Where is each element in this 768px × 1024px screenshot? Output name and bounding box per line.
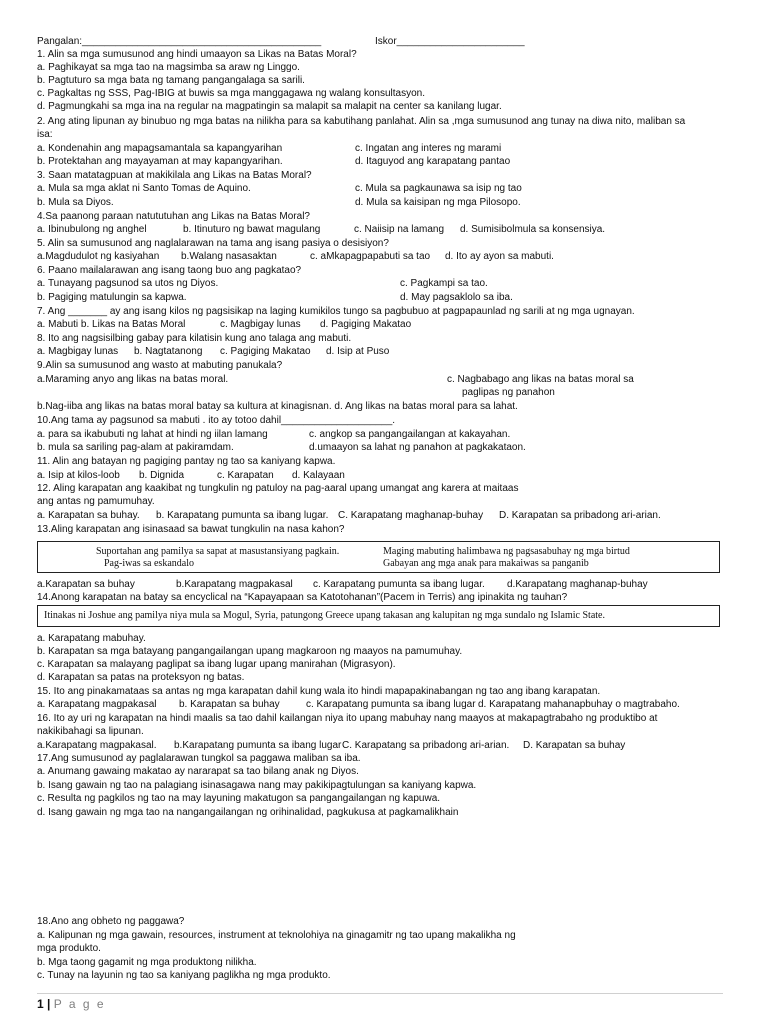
q6-choice-c: c. Pagkampi sa tao. <box>400 278 488 289</box>
q5-choice-d: d. Ito ay ayon sa mabuti. <box>445 251 554 262</box>
q3-choice-b: b. Mula sa Diyos. <box>37 197 114 208</box>
question-10: 10.Ang tama ay pagsunod sa mabuti . ito ay totoo dahil____________________. <box>37 415 396 426</box>
question-5: 5. Alin sa sumusunod ang naglalarawan na tama ang isang pasiya o desisiyon? <box>37 238 389 249</box>
q7-choice-d: d. Pagiging Makatao <box>320 319 412 330</box>
q5-choice-a: a.Magdudulot ng kasiyahan <box>37 251 160 262</box>
q18-choice-b: b. Mga taong gagamit ng mga produktong nilikha. <box>37 957 257 968</box>
q16-choice-c: C. Karapatang sa pribadong ari-arian. <box>342 740 510 751</box>
q13-choice-b: b.Karapatang magpakasal <box>176 579 293 590</box>
question-3: 3. Saan matatagpuan at makikilala ang Likas na Batas Moral? <box>37 170 312 181</box>
q15-choice-d: d. Karapatang mahanapbuhay o magtrabaho. <box>478 699 680 710</box>
q17-choice-d: d. Isang gawain ng mga tao na nangangailangan ng orihinalidad, pagkukusa at pagkamalikhain <box>37 807 459 818</box>
q2-choice-d: d. Itaguyod ang karapatang pantao <box>355 156 511 167</box>
q2-choice-b: b. Protektahan ang mayayaman at may kapangyarihan. <box>37 156 283 167</box>
q6-choice-a: a. Tunayang pagsunod sa utos ng Diyos. <box>37 278 219 289</box>
q10-choice-a: a. para sa ikabubuti ng lahat at hindi ng iilan lamang <box>37 429 268 440</box>
score-label: Iskor_______________________ <box>375 36 525 47</box>
q13-choice-c: c. Karapatang pumunta sa ibang lugar. <box>313 579 485 590</box>
q15-choice-a: a. Karapatang magpakasal <box>37 699 157 710</box>
question-2-cont: isa: <box>37 129 53 140</box>
q10-choice-b: b. mula sa sariling pag-alam at pakiramdam. <box>37 442 234 453</box>
question-16-cont: nakikibahagi sa lipunan. <box>37 726 144 737</box>
q17-choice-b: b. Isang gawain ng tao na palagiang isinasagawa nang may pakikipagtulungan sa kaniyang kapwa. <box>37 780 477 791</box>
q14-choice-d: d. Karapatan sa patas na proteksyon ng batas. <box>37 672 245 683</box>
question-17: 17.Ang sumusunod ay paglalarawan tungkol sa paggawa maliban sa iba. <box>37 753 361 764</box>
q12-choice-d: D. Karapatan sa pribadong ari-arian. <box>499 510 661 521</box>
q2-choice-c: c. Ingatan ang interes ng marami <box>355 143 502 154</box>
q11-choice-b: b. Dignida <box>139 470 185 481</box>
page-number: 1 <box>37 997 44 1011</box>
question-16: 16. Ito ay uri ng karapatan na hindi maalis sa tao dahil kailangan niya ito upang mabuhay nang maayos at makapagtrabaho ng produktibo at <box>37 713 658 724</box>
q13-box-duty-3: Pag-iwas sa eskandalo <box>104 558 194 569</box>
page-footer <box>37 997 106 1011</box>
q10-choice-d: d.umaayon sa lahat ng panahon at pagkakataon. <box>309 442 526 453</box>
q1-choice-b: b. Pagtuturo sa mga bata ng tamang pangangalaga sa sarili. <box>37 75 305 86</box>
q1-choice-a: a. Paghikayat sa mga tao na magsimba sa araw ng Linggo. <box>37 62 300 73</box>
question-8: 8. Ito ang nagsisilbing gabay para kilatisin kung ano talaga ang mabuti. <box>37 333 352 344</box>
q18-choice-a: a. Kalipunan ng mga gawain, resources, instrument at teknolohiya na ginagamitr ng tao upang makalikha ng <box>37 930 516 941</box>
q17-choice-c: c. Resulta ng pagkilos ng tao na may layuning makatugon sa pangangailangan ng kapuwa. <box>37 793 441 804</box>
q9-choice-c-cont: paglipas ng panahon <box>462 387 555 398</box>
q12-choice-c: C. Karapatang maghanap-buhay <box>338 510 484 521</box>
q14-choice-b: b. Karapatan sa mga batayang pangangailangan upang magkaroon ng maayos na pamumuhay. <box>37 646 463 657</box>
q1-choice-d: d. Pagmungkahi sa mga ina na regular na magpatingin sa malapit sa malapit na center sa kanilang lugar. <box>37 101 502 112</box>
question-6: 6. Paano mailalarawan ang isang taong buo ang pagkatao? <box>37 265 302 276</box>
q7-choice-c: c. Magbigay lunas <box>220 319 301 330</box>
q4-choice-d: d. Sumisibolmula sa konsensiya. <box>460 224 606 235</box>
q9-choice-bd: b.Nag-iiba ang likas na batas moral batay sa kultura at kinagisnan. d. Ang likas na batas moral para sa lahat. <box>37 401 518 412</box>
q8-choice-c: c. Pagiging Makatao <box>220 346 311 357</box>
name-label: Pangalan:___________________________________________ <box>37 36 322 47</box>
q16-choice-a: a.Karapatang magpakasal. <box>37 740 157 751</box>
q4-choice-a: a. Ibinubulong ng anghel <box>37 224 147 235</box>
page-separator: | <box>47 997 51 1011</box>
q16-choice-b: b.Karapatang pumunta sa ibang lugar <box>174 740 342 751</box>
q13-duties-box <box>37 541 720 573</box>
q13-box-duty-4: Gabayan ang mga anak para makaiwas sa panganib <box>383 558 589 569</box>
q16-choice-d: D. Karapatan sa buhay <box>523 740 626 751</box>
q3-choice-d: d. Mula sa kaisipan ng mga Pilosopo. <box>355 197 521 208</box>
q12-choice-a: a. Karapatan sa buhay. <box>37 510 140 521</box>
q11-choice-c: c. Karapatan <box>217 470 274 481</box>
q3-choice-c: c. Mula sa pagkaunawa sa isip ng tao <box>355 183 522 194</box>
q5-choice-c: c. aMkapagpapabuti sa tao <box>310 251 431 262</box>
q8-choice-a: a. Magbigay lunas <box>37 346 119 357</box>
q14-choice-a: a. Karapatang mabuhay. <box>37 633 146 644</box>
page-word: P a g e <box>53 997 106 1011</box>
q1-choice-c: c. Pagkaltas ng SSS, Pag-IBIG at buwis sa mga manggagawa ng walang konsultasyon. <box>37 88 425 99</box>
question-13: 13.Aling karapatan ang isinasaad sa bawat tungkulin na nasa kahon? <box>37 524 345 535</box>
question-7: 7. Ang _______ ay ang isang kilos ng pagsisikap na laging kumikilos tungo sa pagbubuo at pagpapaunlad ng sarili at ng mga ugnayan. <box>37 306 635 317</box>
q8-choice-d: d. Isip at Puso <box>326 346 390 357</box>
question-18: 18.Ano ang obheto ng paggawa? <box>37 916 185 927</box>
question-1: 1. Alin sa mga sumusunod ang hindi umaayon sa Likas na Batas Moral? <box>37 49 357 60</box>
question-11: 11. Alin ang batayan ng pagiging pantay ng tao sa kaniyang kapwa. <box>37 456 336 467</box>
footer-divider <box>37 993 723 994</box>
q14-choice-c: c. Karapatan sa malayang paglipat sa ibang lugar upang manirahan (Migrasyon). <box>37 659 396 670</box>
q14-story-box <box>37 605 720 627</box>
question-2: 2. Ang ating lipunan ay binubuo ng mga batas na nilikha para sa kabutihang panlahat. Alin sa ,mga sumusunod ang tunay na diwa nito, maliban sa <box>37 116 686 127</box>
question-14: 14.Anong karapatan na batay sa encyclical na “Kapayapaan sa Katotohanan”(Pacem in Terris) ang ipinakita ng tauhan? <box>37 592 568 603</box>
q8-choice-b: b. Nagtatanong <box>134 346 203 357</box>
q9-choice-a: a.Maraming anyo ang likas na batas moral. <box>37 374 229 385</box>
q18-choice-c: c. Tunay na layunin ng tao sa kaniyang paglikha ng mga produkto. <box>37 970 331 981</box>
question-12-cont: ang antas ng pamumuhay. <box>37 496 155 507</box>
question-9: 9.Alin sa sumusunod ang wasto at mabuting panukala? <box>37 360 283 371</box>
q11-choice-a: a. Isip at kilos-loob <box>37 470 120 481</box>
q13-box-duty-2: Maging mabuting halimbawa ng pagsasabuhay ng mga birtud <box>383 546 630 557</box>
q6-choice-b: b. Pagiging matulungin sa kapwa. <box>37 292 187 303</box>
q18-choice-a-cont: mga produkto. <box>37 943 101 954</box>
question-12: 12. Aling karapatan ang kaakibat ng tungkulin ng patuloy na pag-aaral upang umangat ang karera at maitaas <box>37 483 519 494</box>
q7-choice-ab: a. Mabuti b. Likas na Batas Moral <box>37 319 186 330</box>
q10-choice-c: c. angkop sa pangangailangan at kakayahan. <box>309 429 511 440</box>
q5-choice-b: b.Walang nasasaktan <box>181 251 277 262</box>
q4-choice-c: c. Naiisip na lamang <box>354 224 445 235</box>
q14-box-story: Itinakas ni Joshue ang pamilya niya mula sa Mogul, Syria, patungong Greece upang takasan ang kalupitan ng mga sundalo ng Islamic State. <box>44 610 605 621</box>
question-4: 4.Sa paanong paraan natututuhan ang Likas na Batas Moral? <box>37 211 310 222</box>
q12-choice-b: b. Karapatang pumunta sa ibang lugar. <box>156 510 329 521</box>
q17-choice-a: a. Anumang gawaing makatao ay nararapat sa tao bilang anak ng Diyos. <box>37 766 359 777</box>
q6-choice-d: d. May pagsaklolo sa iba. <box>400 292 513 303</box>
q3-choice-a: a. Mula sa mga aklat ni Santo Tomas de Aquino. <box>37 183 251 194</box>
question-15: 15. Ito ang pinakamataas sa antas ng mga karapatan dahil kung wala ito hindi mapapakinabangan ng tao ang ibang karapatan. <box>37 686 601 697</box>
q2-choice-a: a. Kondenahin ang mapagsamantala sa kapangyarihan <box>37 143 283 154</box>
q13-choice-a: a.Karapatan sa buhay <box>37 579 135 590</box>
q4-choice-b: b. Itinuturo ng bawat magulang <box>183 224 321 235</box>
q15-choice-b: b. Karapatan sa buhay <box>179 699 280 710</box>
q13-box-duty-1: Suportahan ang pamilya sa sapat at masustansiyang pagkain. <box>96 546 340 557</box>
q15-choice-c: c. Karapatang pumunta sa ibang lugar <box>306 699 476 710</box>
q13-choice-d: d.Karapatang maghanap-buhay <box>507 579 648 590</box>
q9-choice-c: c. Nagbabago ang likas na batas moral sa <box>447 374 634 385</box>
q11-choice-d: d. Kalayaan <box>292 470 345 481</box>
